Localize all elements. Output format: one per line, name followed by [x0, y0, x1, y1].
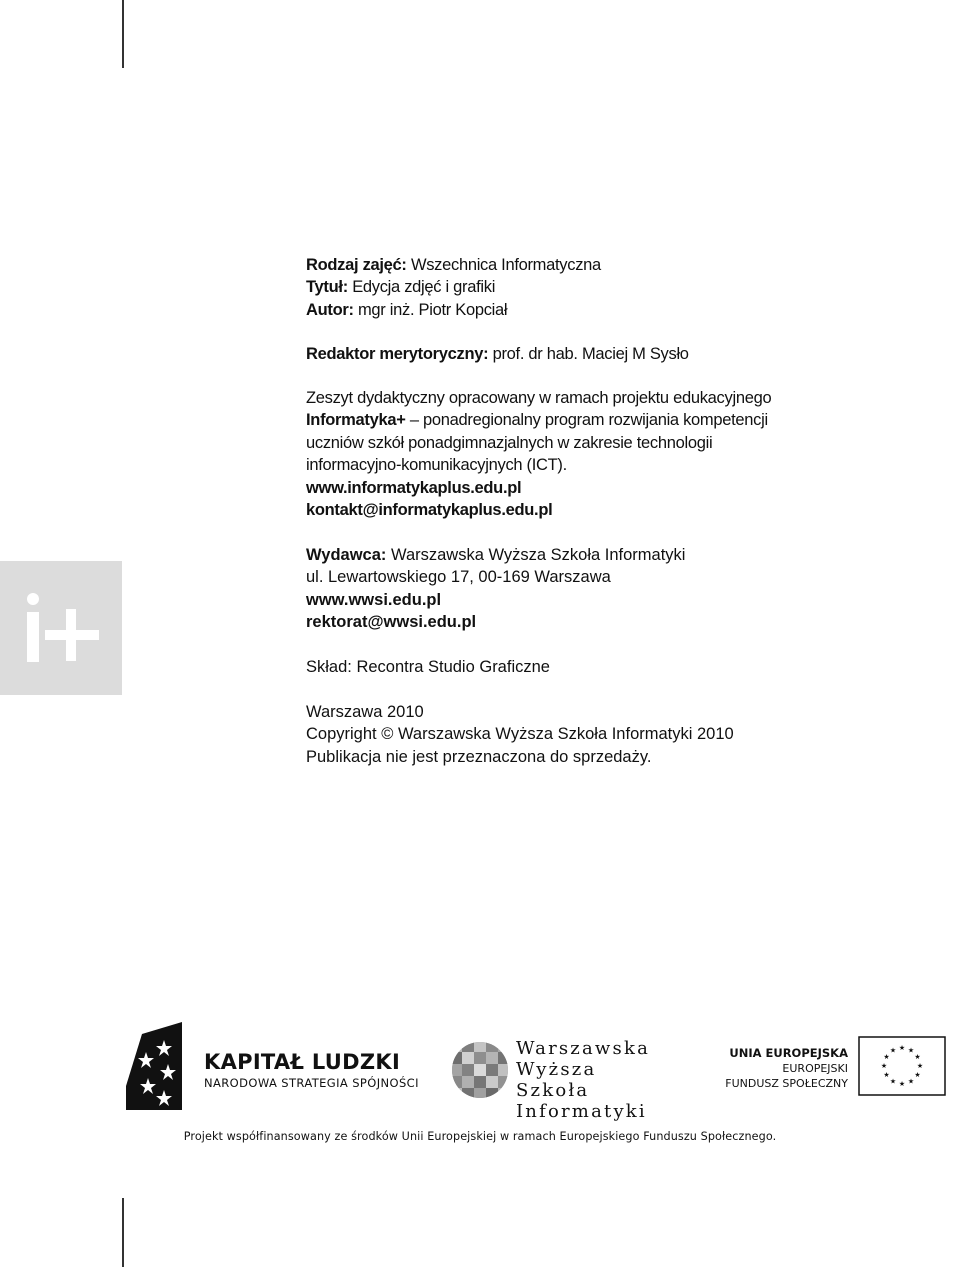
publisher-name: Warszawska Wyższa Szkoła Informatyki: [390, 546, 686, 564]
credit-autor: [306, 299, 926, 321]
svg-text:★: ★: [883, 1071, 890, 1079]
credit-rodzaj-value: Wszechnica Informatyczna: [410, 256, 601, 274]
svg-text:★: ★: [880, 1062, 888, 1070]
svg-text:★: ★: [898, 1080, 906, 1088]
description-block: [306, 387, 926, 521]
wwsi-line-2: Wyższa Szkoła: [516, 1059, 597, 1101]
svg-text:★: ★: [914, 1071, 921, 1079]
eu-line-2: EUROPEJSKI: [782, 1062, 848, 1075]
sklad-block: [306, 656, 926, 678]
kapital-ludzki-subtitle: NARODOWA STRATEGIA SPÓJNOŚCI: [204, 1076, 419, 1090]
svg-text:★: ★: [889, 1046, 897, 1055]
wwsi-logo: [450, 1038, 670, 1122]
crop-mark-bottom: [122, 1198, 124, 1267]
credits-block: [306, 254, 926, 366]
footer-cofinancing-note: Projekt współfinansowany ze środków Unii Europejskiej w ramach Europejskiego Funduszu Społecznego.: [183, 1130, 777, 1143]
svg-text:★: ★: [916, 1062, 924, 1070]
imprint-block: [306, 701, 926, 768]
imprint-notice: Publikacja nie jest przeznaczona do sprzedaży.: [306, 747, 652, 766]
publisher-line: [306, 544, 926, 566]
wwsi-line-1: Warszawska: [516, 1038, 651, 1059]
svg-text:★: ★: [898, 1044, 906, 1052]
credit-tytul: [306, 276, 926, 298]
svg-text:★: ★: [889, 1077, 897, 1086]
wwsi-line-3: Informatyki: [516, 1101, 647, 1122]
imprint-place-year: Warszawa 2010: [306, 703, 424, 721]
credit-redaktor-value: prof. dr hab. Maciej M Sysło: [492, 345, 689, 364]
credit-autor-label: Autor:: [306, 300, 354, 319]
publisher-website-link[interactable]: www.wwsi.edu.pl: [306, 590, 442, 609]
description-line-2-rest: – ponadregionalny program rozwijania kompetencji: [405, 411, 768, 430]
eu-line-1: UNIA EUROPEJSKA: [729, 1046, 848, 1060]
brand-name: Informatyka+: [306, 411, 406, 430]
sklad-line: [306, 656, 926, 678]
svg-text:★: ★: [907, 1046, 915, 1055]
sklad-label: Skład:: [306, 658, 352, 676]
i-plus-icon: [0, 561, 122, 695]
credit-redaktor: [306, 343, 926, 365]
credit-rodzaj: [306, 254, 926, 276]
sklad-value: Recontra Studio Graficzne: [356, 658, 550, 676]
eu-flag-icon: [858, 1036, 946, 1096]
credit-autor-value: mgr inż. Piotr Kopciał: [357, 300, 508, 319]
eu-line-3: FUNDUSZ SPOŁECZNY: [725, 1077, 848, 1090]
credit-rodzaj-label: Rodzaj zajęć:: [306, 256, 407, 274]
kapital-ludzki-title: KAPITAŁ LUDZKI: [204, 1050, 401, 1074]
description-line-3: uczniów szkół ponadgimnazjalnych w zakresie technologii: [306, 433, 713, 452]
informatyka-plus-badge: [0, 561, 122, 695]
publisher-address: ul. Lewartowskiego 17, 00-169 Warszawa: [306, 568, 611, 587]
eu-logo: [700, 1036, 948, 1098]
description-line-2: [306, 409, 926, 431]
website-link[interactable]: www.informatykaplus.edu.pl: [306, 478, 522, 497]
kapital-ludzki-emblem-icon: [122, 1020, 186, 1112]
publisher-label: Wydawca:: [306, 546, 387, 564]
publisher-email-link[interactable]: rektorat@wwsi.edu.pl: [306, 613, 477, 632]
description-line-4: informacyjno-komunikacyjnych (ICT).: [306, 456, 567, 475]
kapital-ludzki-logo: [122, 1020, 422, 1112]
imprint-copyright: Copyright © Warszawska Wyższa Szkoła Informatyki 2010: [306, 725, 734, 744]
credit-tytul-value: Edycja zdjęć i grafiki: [352, 278, 496, 297]
svg-text:★: ★: [907, 1077, 915, 1086]
publisher-block: [306, 544, 926, 634]
credit-tytul-label: Tytuł:: [306, 278, 348, 297]
svg-text:★: ★: [914, 1053, 921, 1061]
description-line-1: Zeszyt dydaktyczny opracowany w ramach projektu edukacyjnego: [306, 389, 772, 407]
wwsi-mosaic-icon: [450, 1040, 510, 1100]
svg-text:★: ★: [883, 1053, 890, 1061]
contact-email-link[interactable]: kontakt@informatykaplus.edu.pl: [306, 500, 553, 519]
credit-redaktor-label: Redaktor merytoryczny:: [306, 345, 489, 364]
crop-mark-top: [122, 0, 124, 68]
